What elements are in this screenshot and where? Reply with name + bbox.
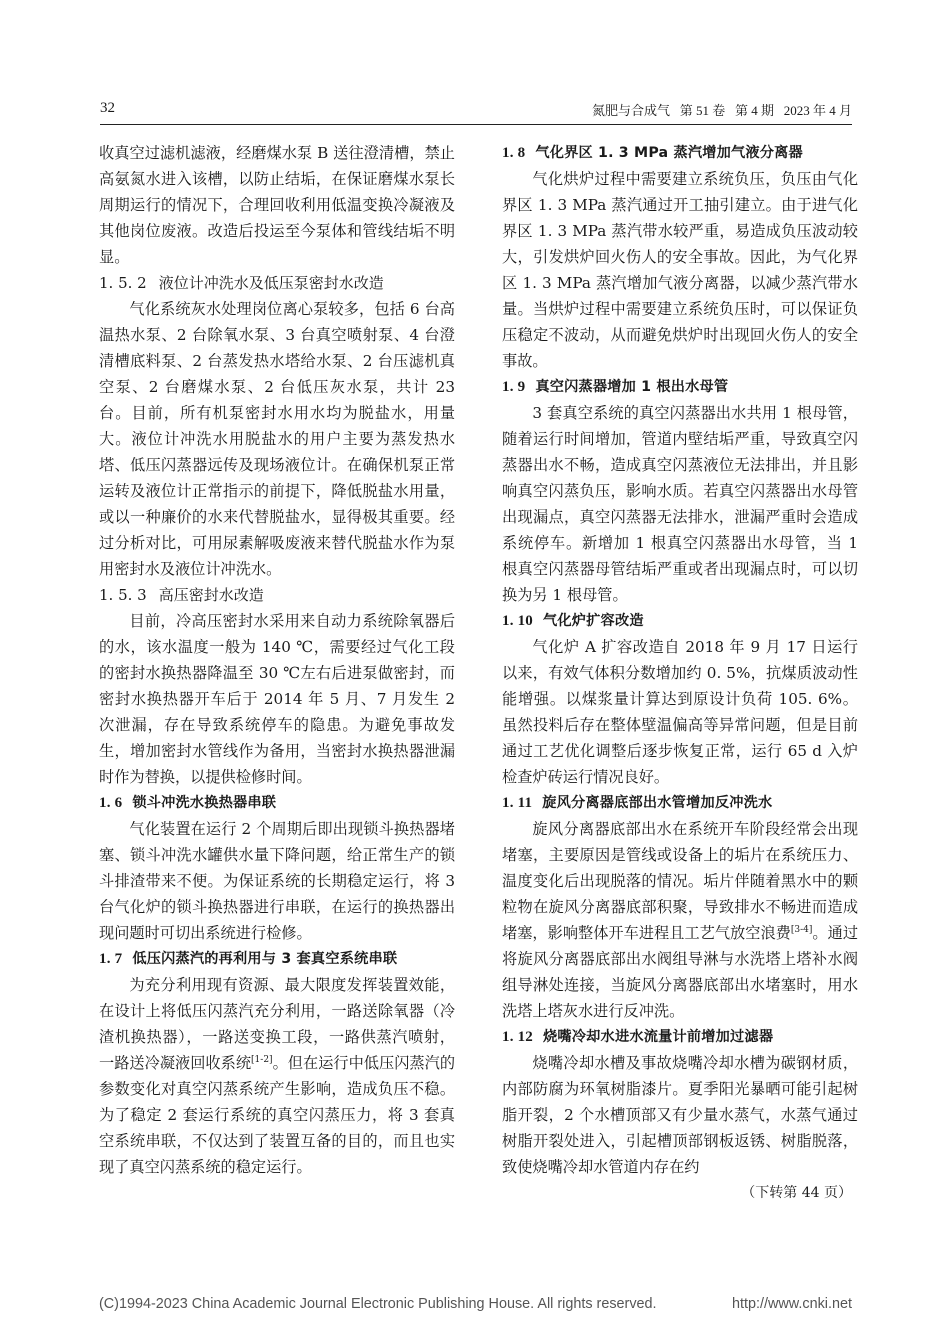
paragraph bbox=[99, 972, 455, 1180]
section-number: 1. 11 bbox=[502, 795, 533, 811]
citation[interactable]: [3-4] bbox=[790, 924, 813, 935]
paragraph: 气化烘炉过程中需要建立系统负压，负压由气化界区 1. 3 MPa 蒸汽通过开工抽引建立。由于进气化界区 1. 3 MPa 蒸汽带水较严重，易造成负压波动较大，引发烘炉回火伤人的安全事故。因此，为气化界区 1. 3 MPa 蒸汽增加气液分离器，以减少蒸汽带水量。当烘炉过程中需要建立系统负压时，可以保证负压稳定不波动，从而避免烘炉时出现回火伤人的安全事故。 bbox=[502, 170, 858, 370]
section-heading-1-12 bbox=[502, 1024, 858, 1050]
section-title: 气化炉扩容改造 bbox=[543, 613, 644, 629]
paragraph bbox=[502, 816, 858, 1024]
section-number: 1. 12 bbox=[502, 1029, 533, 1045]
paragraph-continuation: 收真空过滤机滤液，经磨煤水泵 B 送往澄清槽，禁止高氨氮水进入该槽，以防止结垢，在保证磨煤水泵长周期运行的情况下，合理回收利用低温变换冷凝液及其他岗位废液。改造后投运至今泵体和管线结垢不明显。 bbox=[99, 144, 455, 266]
section-number: 1. 5. 3 bbox=[99, 586, 147, 604]
section-heading-1-9 bbox=[502, 374, 858, 400]
paragraph: 气化装置在运行 2 个周期后即出现锁斗换热器堵塞、锁斗冲洗水罐供水量下降问题，给正常生产的锁斗排渣带来不便。为保证系统的长期稳定运行，将 3 台气化炉的锁斗换热器进行串联，在运行的换热器出现问题时可切出系统进行检修。 bbox=[99, 820, 455, 942]
section-title: 气化界区 1. 3 MPa 蒸汽增加气液分离器 bbox=[535, 145, 803, 161]
section-title: 真空闪蒸器增加 1 根出水母管 bbox=[535, 379, 729, 395]
section-title: 高压密封水改造 bbox=[158, 586, 264, 604]
section-number: 1. 7 bbox=[99, 951, 123, 967]
section-heading-1-5-2 bbox=[99, 270, 455, 296]
paragraph: 气化系统灰水处理岗位离心泵较多，包括 6 台高温热水泵、2 台除氧水泵、3 台真空喷射泵、4 台澄清槽底料泵、2 台蒸发热水塔给水泵、2 台压滤机真空泵、2 台磨煤水泵、2 台低压灰水泵，共计 23 台。目前，所有机泵密封水用水均为脱盐水，用量大。液位计冲洗水用脱盐水的用户主要为蒸发热水塔、低压闪蒸器远传及现场液位计。在确保机泵正常运转及液位计正常指示的前提下，降低脱盐水用量，或以一种廉价的水来代替脱盐水，显得极其重要。经过分析对比，可用尿素解吸废液来替代脱盐水作为泵用密封水及液位计冲洗水。 bbox=[99, 300, 455, 578]
cnki-link[interactable]: http://www.cnki.net bbox=[732, 1296, 852, 1312]
section-title: 旋风分离器底部出水管增加反冲洗水 bbox=[542, 795, 773, 811]
paragraph: 3 套真空系统的真空闪蒸器出水共用 1 根母管，随着运行时间增加，管道内壁结垢严重，导致真空闪蒸器出水不畅，造成真空闪蒸液位无法排出，并且影响真空闪蒸负压，影响水质。若真空闪蒸器出水母管出现漏点，真空闪蒸器无法排水，泄漏严重时会造成系统停车。新增加 1 根真空闪蒸器出水母管，当 1 根真空闪蒸器母管结垢严重或者出现漏点时，可以切换为另 1 根母管。 bbox=[502, 404, 858, 604]
section-number: 1. 5. 2 bbox=[99, 274, 147, 292]
section-number: 1. 10 bbox=[502, 613, 533, 629]
section-number: 1. 6 bbox=[99, 795, 123, 811]
paragraph: 烧嘴冷却水槽及事故烧嘴冷却水槽为碳钢材质，内部防腐为环氧树脂漆片。夏季阳光暴晒可能引起树脂开裂，2 个水槽顶部又有少量水蒸气，水蒸气通过树脂开裂处进入，引起槽顶部钢板返锈、树脂脱落，致使烧嘴冷却水管道内存在约 bbox=[502, 1054, 858, 1176]
paragraph: 气化炉 A 扩容改造自 2018 年 9 月 17 日运行以来，有效气体积分数增加约 0. 5%，抗煤质波动性能增强。以煤浆量计算达到原设计负荷 105. 6%。虽然投料后存在整体壁温偏高等异常问题，但是目前通过工艺优化调整后逐步恢复正常，运行 65 d 入炉检查炉砖运行情况良好。 bbox=[502, 638, 858, 786]
paragraph-text: 。但在运行中低压闪蒸汽的参数变化对真空闪蒸系统产生影响，造成负压不稳。为了稳定 2 套运行系统的真空闪蒸压力，将 3 套真空系统串联，不仅达到了装置互备的目的，而且也实现了真空闪蒸系统的稳定运行。 bbox=[99, 1054, 456, 1176]
section-number: 1. 8 bbox=[502, 145, 526, 161]
copyright-text: (C)1994-2023 China Academic Journal Electronic Publishing House. All rights reserved. bbox=[99, 1296, 657, 1312]
journal-issue: 第 4 期 bbox=[734, 103, 774, 118]
journal-name: 氮肥与合成气 bbox=[591, 103, 670, 118]
section-title: 液位计冲洗水及低压泵密封水改造 bbox=[158, 274, 384, 292]
section-title: 锁斗冲洗水换热器串联 bbox=[132, 795, 277, 811]
left-column bbox=[99, 140, 455, 1180]
paragraph-text: 旋风分离器底部出水在系统开车阶段经常会出现堵塞，主要原因是管线或设备上的垢片在系统压力、温度变化后出现脱落的情况。垢片伴随着黑水中的颗粒物在旋风分离器底部积聚，导致排水不畅进而造成堵塞，影响整体开车进程且工艺气放空浪费 bbox=[502, 820, 858, 942]
section-heading-1-8 bbox=[502, 140, 858, 166]
section-heading-1-10 bbox=[502, 608, 858, 634]
journal-date: 2023 年 4 月 bbox=[783, 103, 852, 118]
copyright-footer bbox=[99, 1296, 852, 1312]
paragraph: 目前，冷高压密封水采用来自动力系统除氧器后的水，该水温度一般为 140 ℃，需要经过气化工段的密封水换热器降温至 30 ℃左右后进泵做密封，而密封水换热器开车后于 2014 年 5 月、7 月发生 2 次泄漏，存在导致系统停车的隐患。为避免事故发生，增加密封水管线作为备用，当密封水换热器泄漏时作为替换，以提供检修时间。 bbox=[99, 612, 455, 786]
paragraph-text: 为充分利用现有资源、最大限度发挥装置效能，在设计上将低压闪蒸汽充分利用，一路送除氧器（冷渣机换热器），一路送变换工段，一路供蒸汽喷射，一路送冷凝液回收系统 bbox=[99, 976, 455, 1072]
section-heading-1-11 bbox=[502, 790, 858, 816]
citation[interactable]: [1-2] bbox=[251, 1054, 273, 1065]
journal-volume: 第 51 卷 bbox=[679, 103, 726, 118]
page-number: 32 bbox=[100, 100, 115, 116]
section-heading-1-6 bbox=[99, 790, 455, 816]
right-column bbox=[502, 140, 858, 1206]
section-title: 低压闪蒸汽的再利用与 3 套真空系统串联 bbox=[132, 951, 398, 967]
paragraph-text: 。通过将旋风分离器底部出水阀组导淋与水洗塔上塔补水阀组导淋处连接，当旋风分离器底部出水堵塞时，用水洗塔上塔灰水进行反冲洗。 bbox=[502, 924, 859, 1020]
section-number: 1. 9 bbox=[502, 379, 526, 395]
continued-note: （下转第 44 页） bbox=[741, 1185, 852, 1201]
section-heading-1-7 bbox=[99, 946, 455, 972]
section-heading-1-5-3 bbox=[99, 582, 455, 608]
section-title: 烧嘴冷却水进水流量计前增加过滤器 bbox=[543, 1029, 774, 1045]
journal-info bbox=[592, 100, 852, 119]
page-header bbox=[100, 98, 852, 125]
